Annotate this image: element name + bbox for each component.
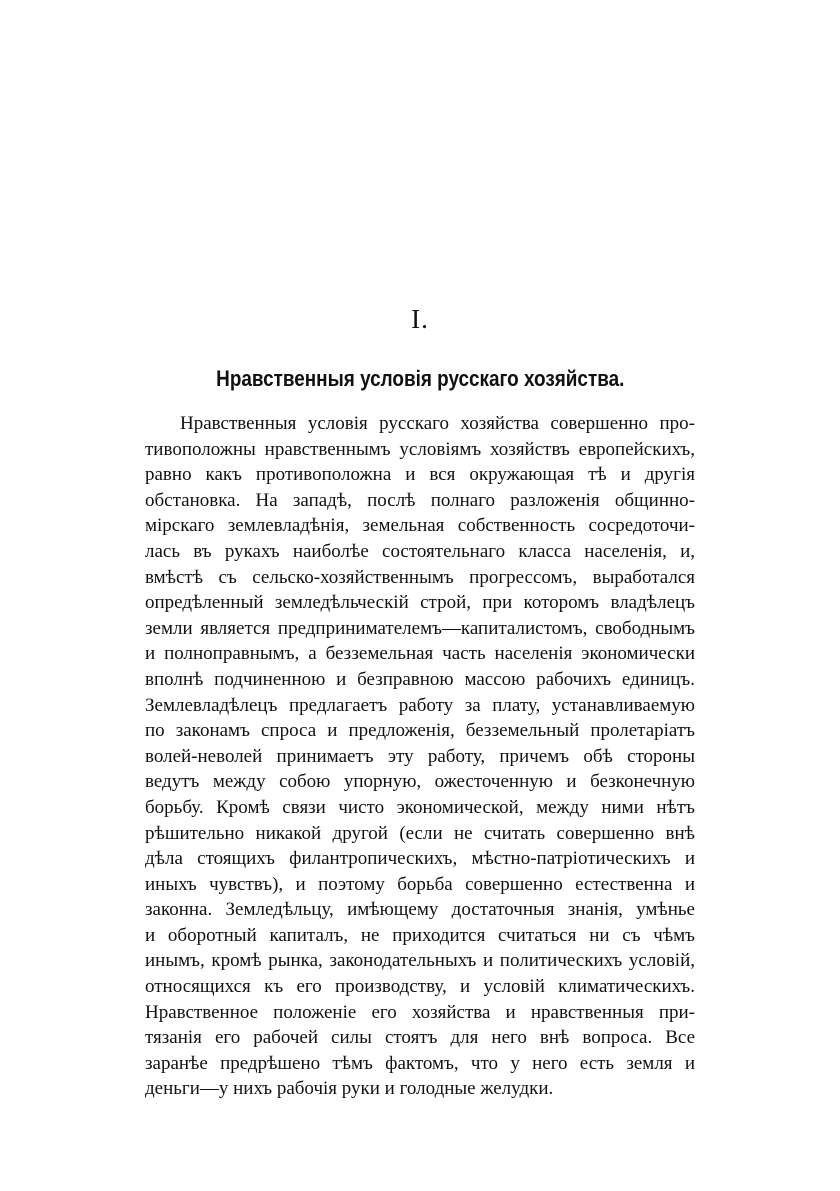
text-line: дѣла стоящихъ филантропическихъ, мѣстно-патріотическихъ и xyxy=(145,848,695,870)
text-line: иныхъ чувствъ), и поэтому борьба совершенно естественна и xyxy=(145,873,695,895)
text-line: лась въ рукахъ наиболѣе состоятельнаго класса населенія, и, xyxy=(145,540,695,562)
text-line: волей-неволей принимаетъ эту работу, причемъ обѣ стороны xyxy=(145,745,695,767)
text-line: деньги—у нихъ рабочія руки и голодные желудки. xyxy=(145,1078,554,1100)
chapter-title: Нравственныя условія русскаго хозяйства. xyxy=(216,366,625,391)
text-line: мірскаго землевладѣнія, земельная собственность сосредоточи- xyxy=(145,515,695,537)
text-line: вполнѣ подчиненною и безправною массою рабочихъ единицъ. xyxy=(145,668,695,690)
text-line: обстановка. На западѣ, послѣ полнаго разложенія общинно- xyxy=(145,489,695,511)
text-line: тивоположны нравственнымъ условіямъ хозяйствъ европейскихъ, xyxy=(145,438,695,460)
text-line: рѣшительно никакой другой (если не считать совершенно внѣ xyxy=(145,822,695,844)
text-line: Землевладѣлецъ предлагаетъ работу за плату, устанавливаемую xyxy=(145,694,695,716)
text-line: и оборотный капиталъ, не приходится считаться ни съ чѣмъ xyxy=(145,924,695,946)
text-line: инымъ, кромѣ рынка, законодательныхъ и политическихъ условій, xyxy=(145,950,695,972)
text-line: законна. Земледѣльцу, имѣющему достаточныя знанія, умѣнье xyxy=(145,899,695,921)
text-line: относящихся къ его производству, и условій климатическихъ. xyxy=(145,976,695,998)
text-line: тязанія его рабочей силы стоятъ для него внѣ вопроса. Все xyxy=(145,1027,695,1049)
chapter-numeral: I. xyxy=(411,304,429,334)
text-line: Нравственное положеніе его хозяйства и нравственныя при- xyxy=(145,1001,695,1023)
text-line: по законамъ спроса и предложенія, безземельный пролетаріатъ xyxy=(145,720,695,742)
text-line: борьбу. Кромѣ связи чисто экономической, между ними нѣтъ xyxy=(145,796,695,818)
text-line: заранѣе предрѣшено тѣмъ фактомъ, что у него есть земля и xyxy=(145,1052,695,1074)
text-line: вмѣстѣ съ сельско-хозяйственнымъ прогрессомъ, выработался xyxy=(145,566,695,588)
text-line: ведутъ между собою упорную, ожесточенную и безконечную xyxy=(145,771,695,793)
text-line: земли является предпринимателемъ—капиталистомъ, свободнымъ xyxy=(145,617,695,639)
text-line: и полноправнымъ, а безземельная часть населенія экономически xyxy=(145,643,695,665)
body-paragraph xyxy=(145,411,695,1102)
text-line: Нравственныя условія русскаго хозяйства совершенно про- xyxy=(180,413,695,434)
text-line: опредѣленный земледѣльческій строй, при которомъ владѣлецъ xyxy=(145,592,695,614)
text-line: равно какъ противоположна и вся окружающая тѣ и другія xyxy=(145,464,695,486)
